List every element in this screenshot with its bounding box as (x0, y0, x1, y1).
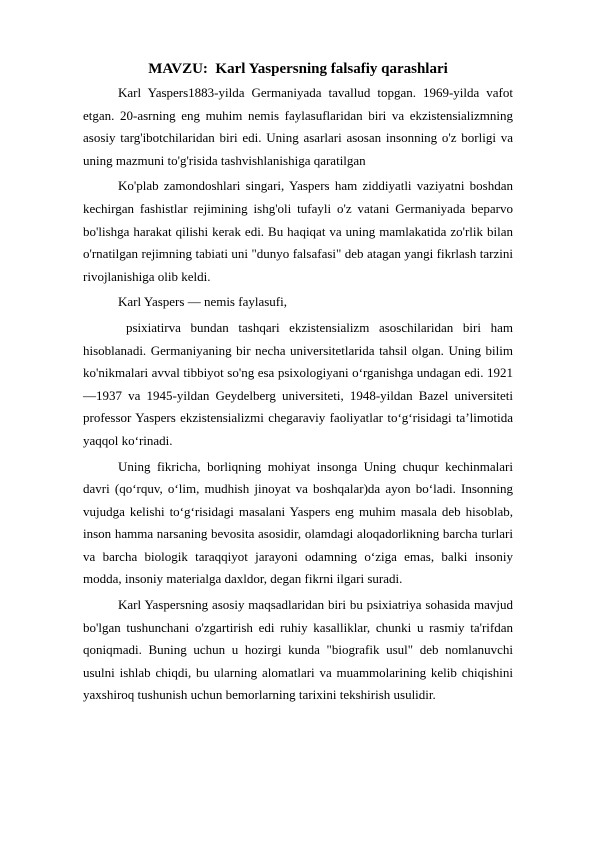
paragraph-world-philosophy: Ko'plab zamondoshlari singari, Yaspers ham ziddiyatli vaziyatni boshdan kechirgan fashistlar rejimining ishg'oli tufayli o'z vatani Germaniyada beparvo bo'lishga harakat qilishi kerak edi. Bu haqiqat va uning mamlakatida zo'rlik bilan o'rnatilgan rejimning tabiati uni "dunyo falsafasi" deb atagan yangi fikrlash tarzini rivojlanishiga olib keldi. (83, 178, 513, 284)
document-page (83, 58, 513, 710)
document-title: MAVZU: Karl Yaspersning falsafiy qarashlari (148, 61, 448, 77)
paragraph-biography: Karl Yaspers1883-yilda Germaniyada tavallud topgan. 1969-yilda vafot etgan. 20-asrning eng muhim nemis faylasuflaridan biri va ekzistensializmning asosiy targ'ibotchilaridan biri edi. Uning asarlari asosan insonning o'z borligi va uning mazmuni to'g'risida tashvishlanishiga qaratilgan (83, 85, 513, 168)
paragraph-psychiatry-career: psixiatirva bundan tashqari ekzistensializm asoschilaridan biri ham hisoblanadi. Germaniyaning bir necha universitetlarida tahsil olgan. Uning bilim ko'nikmalari avval tibbiyot so'ng esa psixologiyani o‘rganishga undagan edi. 1921—1937 va 1945-yildan Geydelberg universiteti, 1948-yildan Bazel universiteti professor Yaspers ekzistensializmi chegaraviy faoliyatlar to‘g‘risidagi ta’limotida yaqqol ko‘rinadi. (83, 319, 513, 448)
paragraph-short-intro: Karl Yaspers — nemis faylasufi, (118, 294, 287, 310)
paragraph-essence-of-being: Uning fikricha, borliqning mohiyat insonga Uning chuqur kechinmalari davri (qo‘rquv, o‘lim, mudhish jinoyat va boshqalar)da ayon bo‘ladi. Insonning vujudga kelishi to‘g‘risidagi masalani Yaspers eng muhim masala deb hisoblab, inson hamma narsaning bevosita asosidir, olamdagi aloqadorlikning barcha turlari va barcha biologik taraqqiyot jarayoni odamning o‘ziga emas, balki insoniy modda, insoniy materialga daxldor, degan fikrni ilgari suradi. (83, 458, 513, 587)
paragraph-biographical-method: Karl Yaspersning asosiy maqsadlaridan biri bu psixiatriya sohasida mavjud bo'lgan tushunchani o'zgartirish edi ruhiy kasalliklar, chunki u rasmiy ta'rifdan qoniqmadi. Buning uchun u hozirgi kunda "biografik usul" deb nomlanuvchi usulni ishlab chiqdi, bu ularning alomatlari va muammolarining kelib chiqishini yaxshiroq tushunish uchun bemorlarning tarixini tekshirish usulidir. (83, 597, 513, 703)
